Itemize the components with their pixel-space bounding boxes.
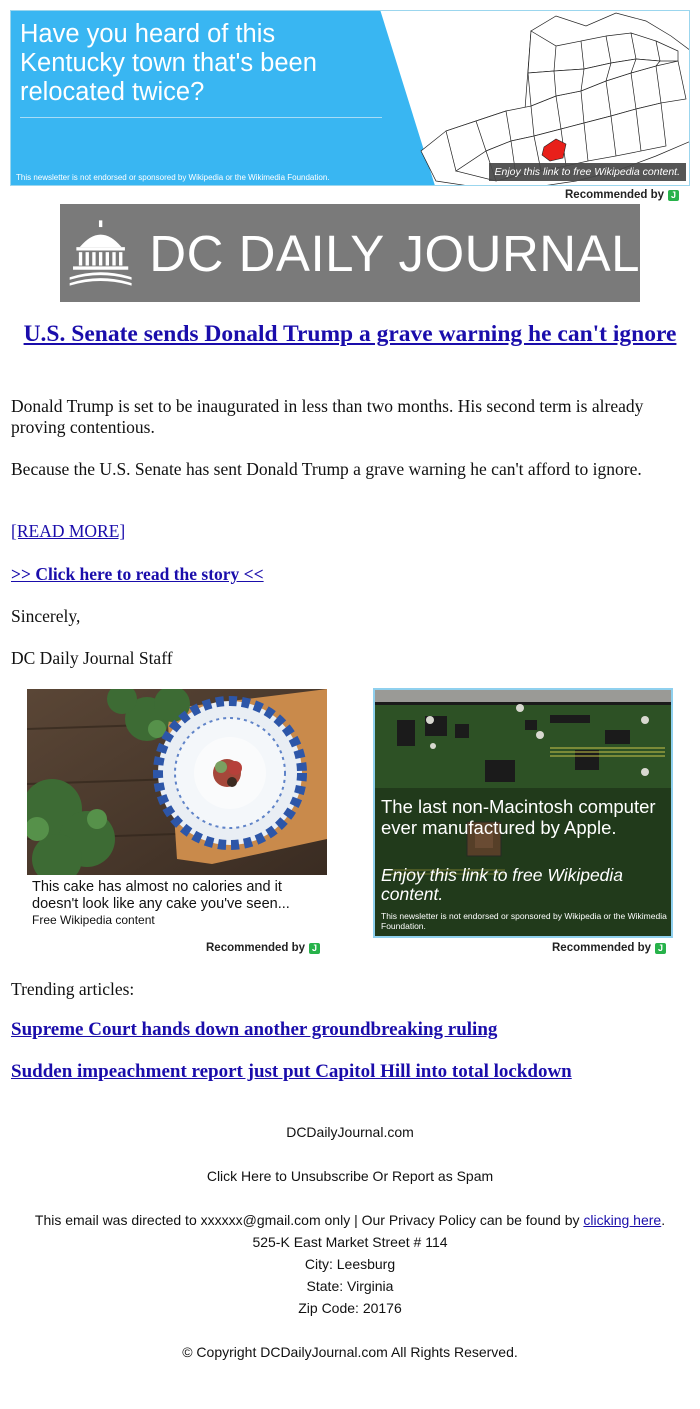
article-headline: [10, 321, 690, 347]
trending-link[interactable]: Supreme Court hands down another groundbreaking ruling: [11, 1019, 498, 1040]
recommender-logo-icon: J: [655, 943, 666, 954]
unsubscribe-link[interactable]: Click Here to Unsubscribe Or Report as Spam: [206, 1168, 494, 1184]
recommended-by-badge-right[interactable]: [552, 942, 666, 954]
capitol-dome-icon: [68, 212, 133, 294]
privacy-text: This email was directed to xxxxxx@gmail.com only | Our Privacy Policy can be found by: [34, 1212, 580, 1228]
article-headline-link[interactable]: U.S. Senate sends Donald Trump a grave warning he can't ignore: [23, 321, 677, 347]
trending-item: [11, 1061, 572, 1083]
footer-city: City: Leesburg: [304, 1256, 396, 1272]
article-paragraph-2: Because the U.S. Senate has sent Donald Trump a grave warning he can't afford to ignore.: [11, 459, 642, 479]
recommender-logo-icon: J: [668, 190, 679, 201]
staff-signature: DC Daily Journal Staff: [11, 648, 173, 668]
cake-ad-image[interactable]: [27, 689, 327, 875]
computer-ad[interactable]: [373, 688, 673, 938]
footer-state: State: Virginia: [306, 1278, 394, 1294]
recommended-by-badge[interactable]: [565, 189, 679, 201]
computer-ad-disclaimer: This newsletter is not endorsed or sponsored by Wikipedia or the Wikimedia Foundation.: [381, 911, 667, 931]
signoff: Sincerely,: [11, 606, 81, 626]
read-more-wrapper: [11, 521, 691, 542]
click-here-wrapper: [11, 564, 691, 585]
kentucky-map-image: [416, 11, 690, 186]
computer-ad-enjoy: Enjoy this link to free Wikipedia content.: [381, 865, 624, 904]
trending-item: [11, 1019, 497, 1041]
article-paragraph-1: Donald Trump is set to be inaugurated in less than two months. His second term is already proving contentious.: [11, 396, 644, 437]
read-more-link[interactable]: [READ MORE]: [11, 521, 126, 541]
footer-copyright: © Copyright DCDailyJournal.com All Rights Reserved.: [182, 1344, 518, 1360]
ad-disclaimer: This newsletter is not endorsed or sponsored by Wikipedia or the Wikimedia Foundation.: [16, 173, 330, 182]
ad-enjoy-caption: Enjoy this link to free Wikipedia content.: [489, 163, 687, 181]
read-story-link[interactable]: >> Click here to read the story <<: [11, 564, 264, 584]
cake-ad-caption[interactable]: This cake has almost no calories and it doesn't look like any cake you've seen...: [32, 879, 290, 912]
trending-link[interactable]: Sudden impeachment report just put Capitol Hill into total lockdown: [11, 1061, 572, 1082]
ad-headline[interactable]: Have you heard of this Kentucky town that's been relocated twice?: [20, 20, 317, 106]
recommender-logo-icon: J: [309, 943, 320, 954]
footer-zip: Zip Code: 20176: [298, 1300, 402, 1316]
masthead-title: DC DAILY JOURNAL: [149, 224, 640, 282]
privacy-policy-link[interactable]: clicking here: [583, 1212, 662, 1228]
footer-site-name: DCDailyJournal.com: [286, 1124, 414, 1140]
recommended-by-label: Recommended by: [552, 942, 652, 954]
computer-ad-title: The last non-Macintosh computer ever manufactured by Apple.: [381, 796, 656, 838]
privacy-line: This email was directed to xxxxxx@gmail.com only | Our Privacy Policy can be found by clicking here.: [34, 1212, 666, 1228]
recommended-by-label: Recommended by: [206, 942, 306, 954]
trending-heading: Trending articles:: [11, 979, 135, 999]
top-ad[interactable]: [10, 10, 690, 186]
recommended-by-label: Recommended by: [565, 189, 665, 201]
recommended-by-badge-left[interactable]: [206, 942, 320, 954]
ad-divider: [20, 117, 382, 118]
footer-address: 525-K East Market Street # 114: [252, 1234, 448, 1250]
masthead-banner[interactable]: [60, 204, 640, 302]
cake-ad-source: Free Wikipedia content: [32, 913, 155, 927]
